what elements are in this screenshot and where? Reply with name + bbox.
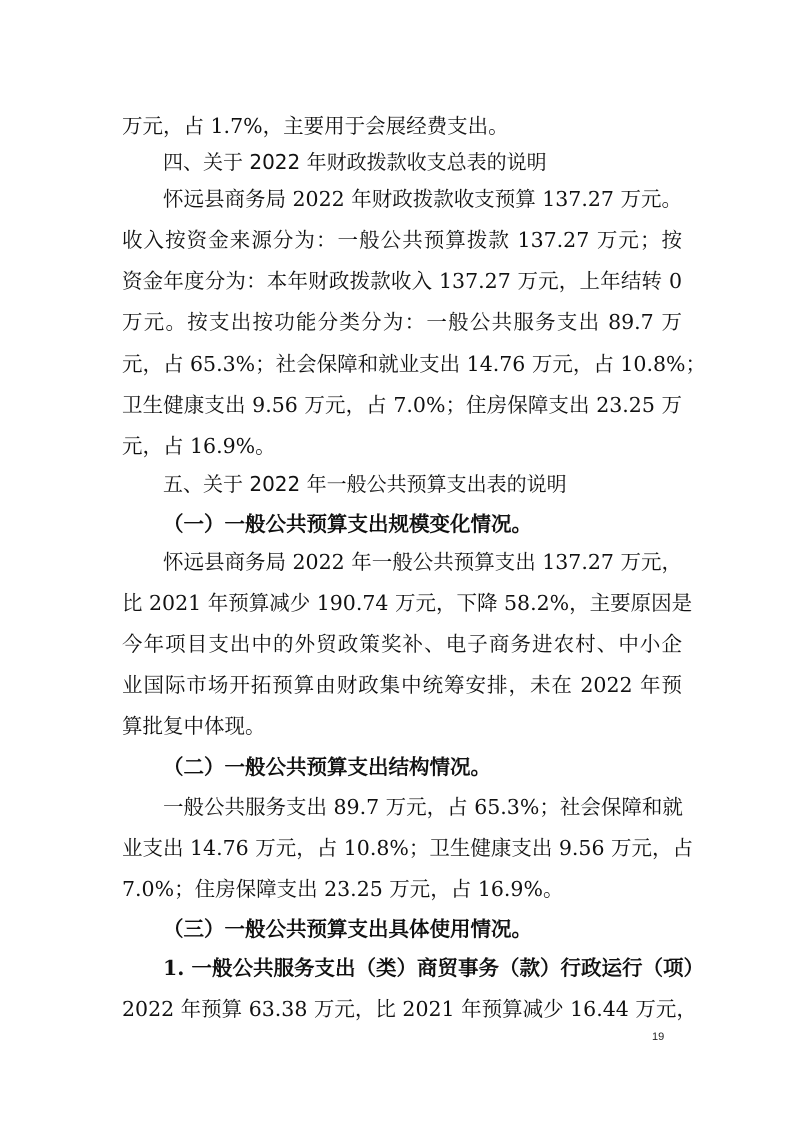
paragraph-line: 一般公共服务支出 89.7 万元，占 65.3%；社会保障和就 xyxy=(163,795,683,819)
paragraph-line: 比 2021 年预算减少 190.74 万元，下降 58.2%，主要原因是 xyxy=(122,591,693,615)
paragraph-line: 业支出 14.76 万元，占 10.8%；卫生健康支出 9.56 万元，占 xyxy=(122,836,694,860)
paragraph-line: 万元。按支出按功能分类分为：一般公共服务支出 89.7 万 xyxy=(122,310,682,334)
paragraph-line: 卫生健康支出 9.56 万元，占 7.0%；住房保障支出 23.25 万 xyxy=(122,393,682,417)
section-heading-4: 四、关于 2022 年财政拨款收支总表的说明 xyxy=(163,150,547,174)
paragraph-line: 7.0%；住房保障支出 23.25 万元，占 16.9%。 xyxy=(122,877,564,901)
paragraph-line: 2022 年预算 63.38 万元，比 2021 年预算减少 16.44 万元， xyxy=(122,997,697,1021)
paragraph-line: 算批复中体现。 xyxy=(122,714,266,738)
paragraph-line: 资金年度分为：本年财政拨款收入 137.27 万元，上年结转 0 xyxy=(122,269,682,293)
paragraph-line: 元，占 16.9%。 xyxy=(122,434,276,458)
subheading-item-1: 1. 一般公共服务支出（类）商贸事务（款）行政运行（项） xyxy=(163,956,705,980)
subheading-3: （三）一般公共预算支出具体使用情况。 xyxy=(163,917,532,941)
section-heading-5: 五、关于 2022 年一般公共预算支出表的说明 xyxy=(163,472,567,496)
subheading-2: （二）一般公共预算支出结构情况。 xyxy=(163,755,491,779)
paragraph-line: 业国际市场开拓预算由财政集中统筹安排，未在 2022 年预 xyxy=(122,673,682,697)
paragraph-line: 怀远县商务局 2022 年财政拨款收支预算 137.27 万元。 xyxy=(163,187,682,211)
page-number: 19 xyxy=(652,1031,665,1043)
paragraph-line: 元，占 65.3%；社会保障和就业支出 14.76 万元，占 10.8%； xyxy=(122,352,706,376)
subheading-1: （一）一般公共预算支出规模变化情况。 xyxy=(163,512,532,536)
paragraph-line: 收入按资金来源分为：一般公共预算拨款 137.27 万元；按 xyxy=(122,228,682,252)
paragraph-line: 怀远县商务局 2022 年一般公共预算支出 137.27 万元， xyxy=(163,550,682,574)
paragraph-line: 今年项目支出中的外贸政策奖补、电子商务进农村、中小企 xyxy=(122,632,682,656)
paragraph-line: 万元，占 1.7%，主要用于会展经费支出。 xyxy=(122,114,509,138)
